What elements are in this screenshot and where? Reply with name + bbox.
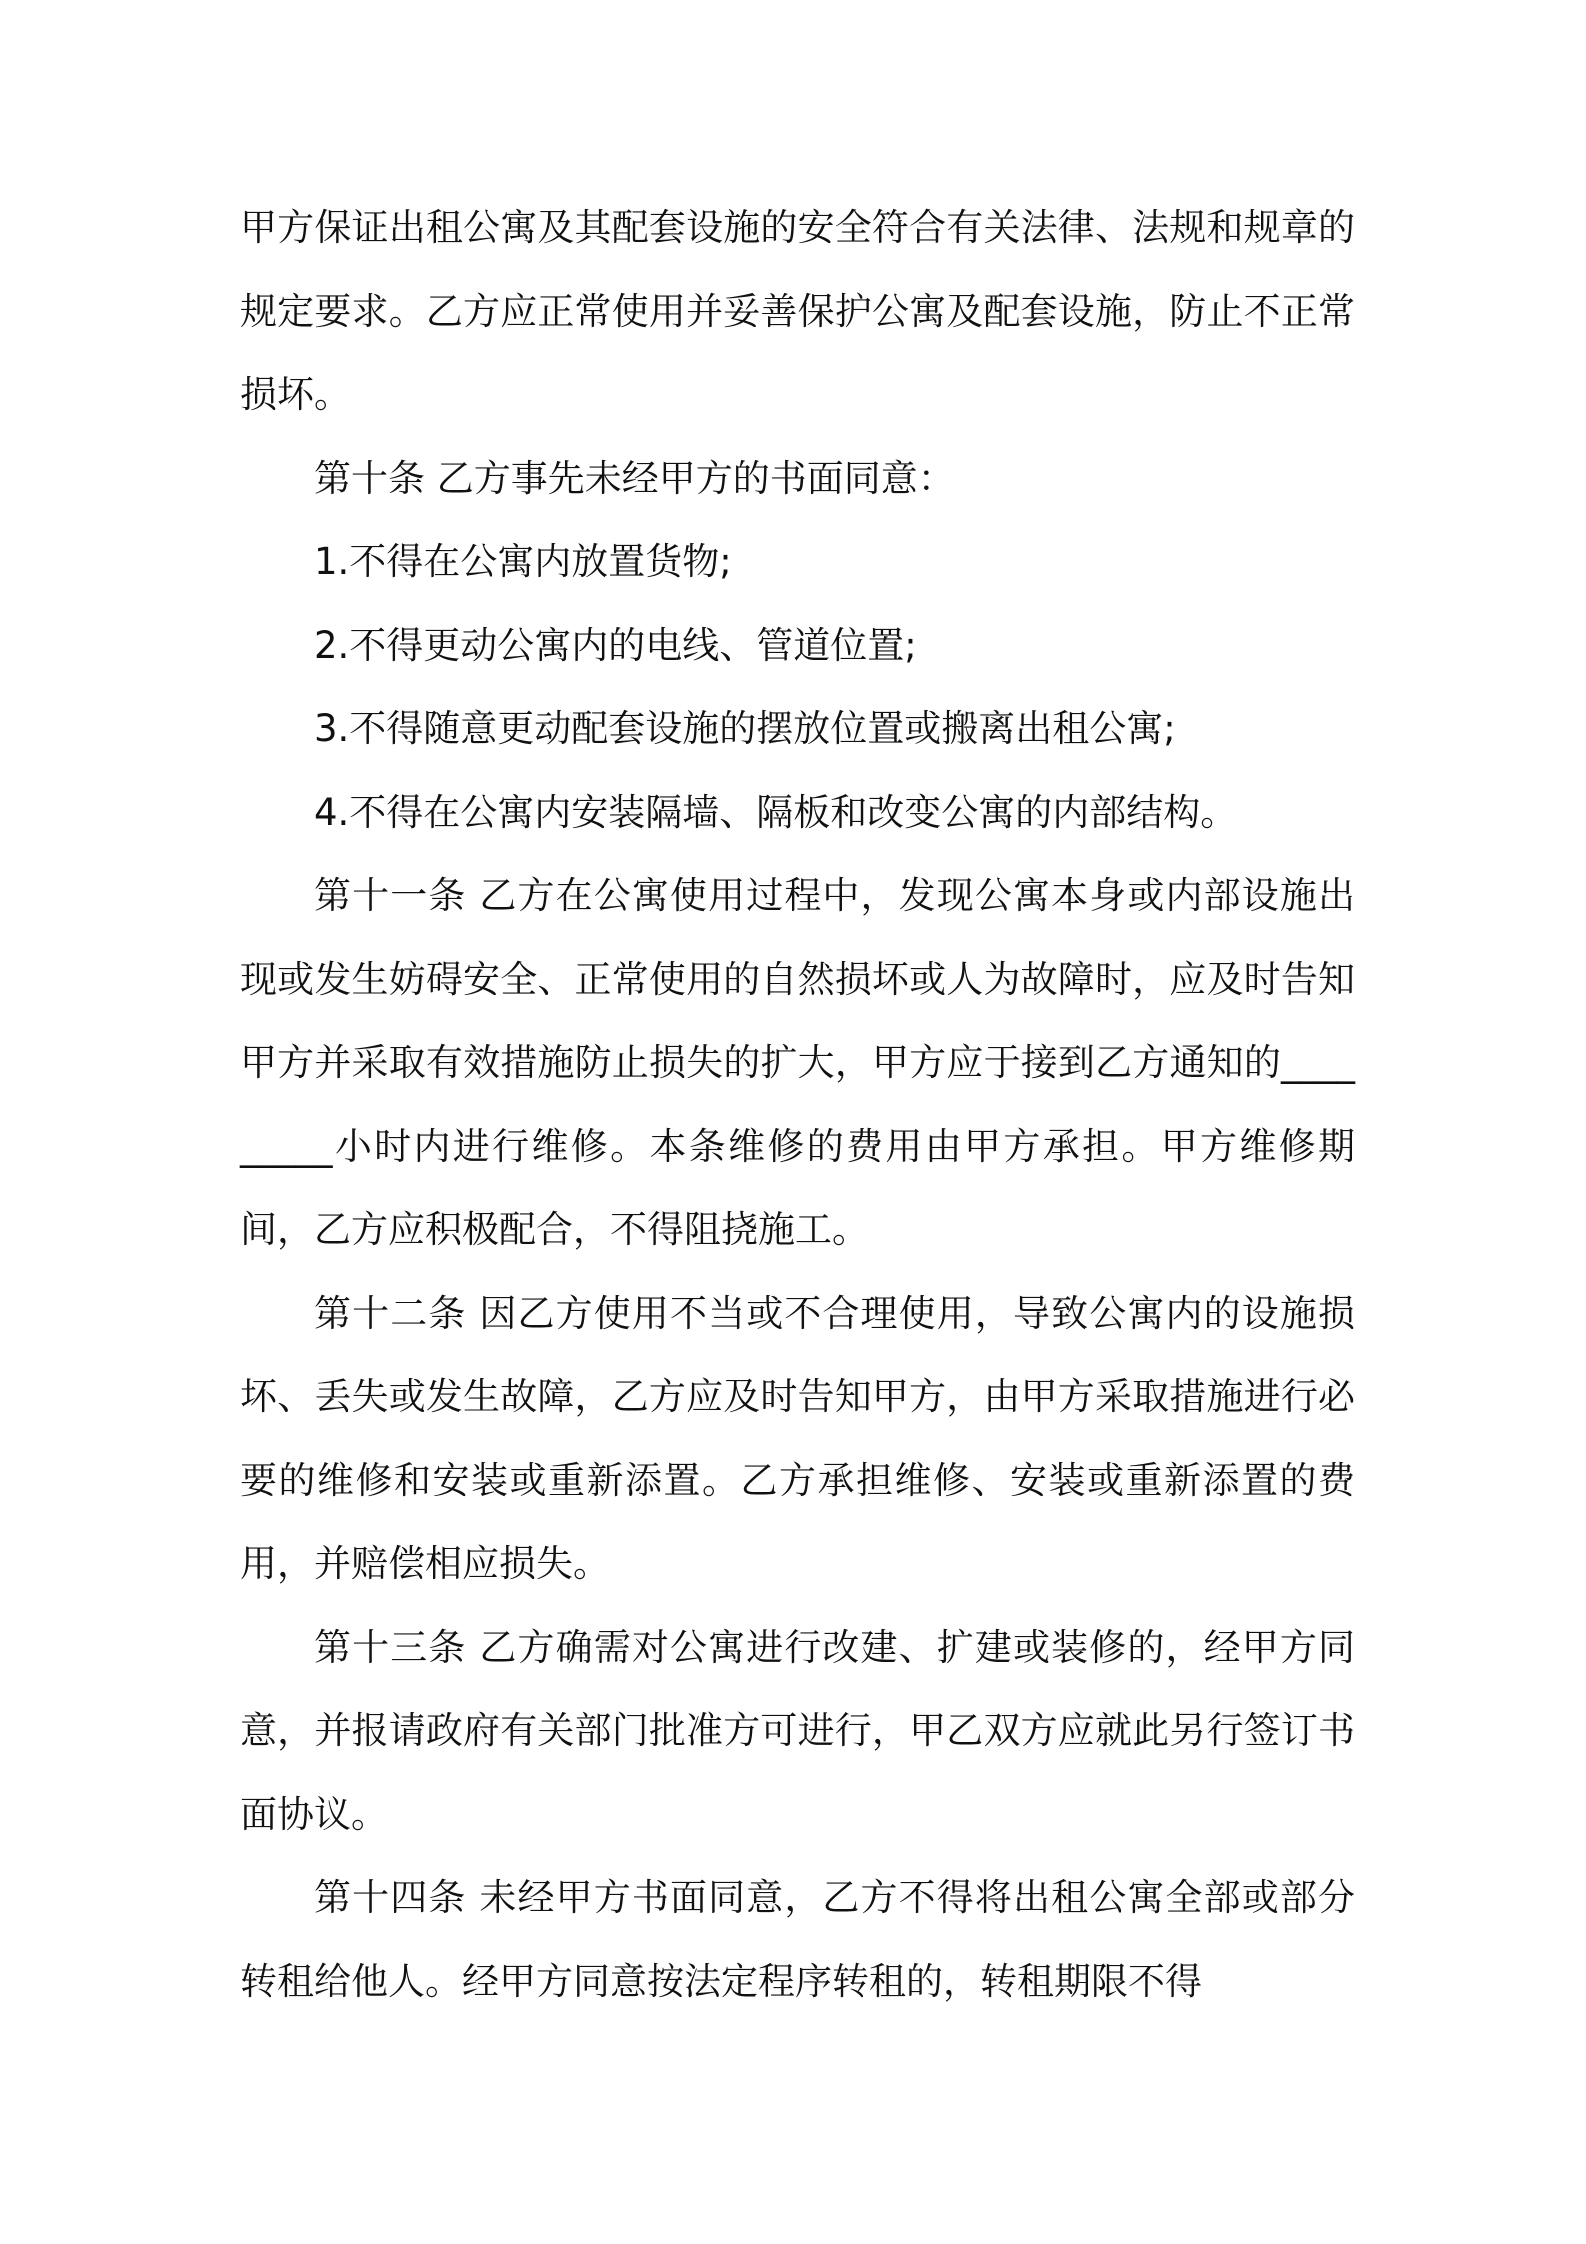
list-item-article-10-4: 4.不得在公寓内安装隔墙、隔板和改变公寓的内部结构。 (314, 790, 1238, 834)
paragraph-article-12: 第十二条 因乙方使用不当或不合理使用，导致公寓内的设施损坏、丢失或发生故障，乙方应及时告知甲方，由甲方采取措施进行必要的维修和安装或重新添置。乙方承担维修、安装或重新添置的费用，并赔偿相应损失。 (240, 1291, 1355, 1585)
list-item-article-10-3: 3.不得随意更动配套设施的摆放位置或搬离出租公寓; (314, 707, 1176, 750)
paragraph-article-10: 第十条 乙方事先未经甲方的书面同意： (314, 456, 955, 500)
paragraph-article-11: 第十一条 乙方在公寓使用过程中，发现公寓本身或内部设施出现或发生妨碍安全、正常使用的自然损坏或人为故障时，应及时告知甲方并采取有效措施防止损失的扩大，甲方应于接到乙方通知的_________小时内进行维修。本条维修的费用由甲方承担。甲方维修期间，乙方应积极配合，不得阻挠施工。 (240, 874, 1355, 1251)
paragraph-safety-clause: 甲方保证出租公寓及其配套设施的安全符合有关法律、法规和规章的规定要求。乙方应正常使用并妥善保护公寓及配套设施，防止不正常损坏。 (240, 206, 1355, 416)
list-item-article-10-2: 2.不得更动公寓内的电线、管道位置; (314, 623, 917, 667)
paragraph-article-13: 第十三条 乙方确需对公寓进行改建、扩建或装修的，经甲方同意，并报请政府有关部门批准方可进行，甲乙双方应就此另行签订书面协议。 (240, 1625, 1355, 1836)
list-item-article-10-1: 1.不得在公寓内放置货物; (314, 540, 732, 583)
document-body (240, 186, 1355, 2023)
paragraph-article-14: 第十四条 未经甲方书面同意，乙方不得将出租公寓全部或部分转租给他人。经甲方同意按法定程序转租的，转租期限不得 (240, 1876, 1355, 2003)
